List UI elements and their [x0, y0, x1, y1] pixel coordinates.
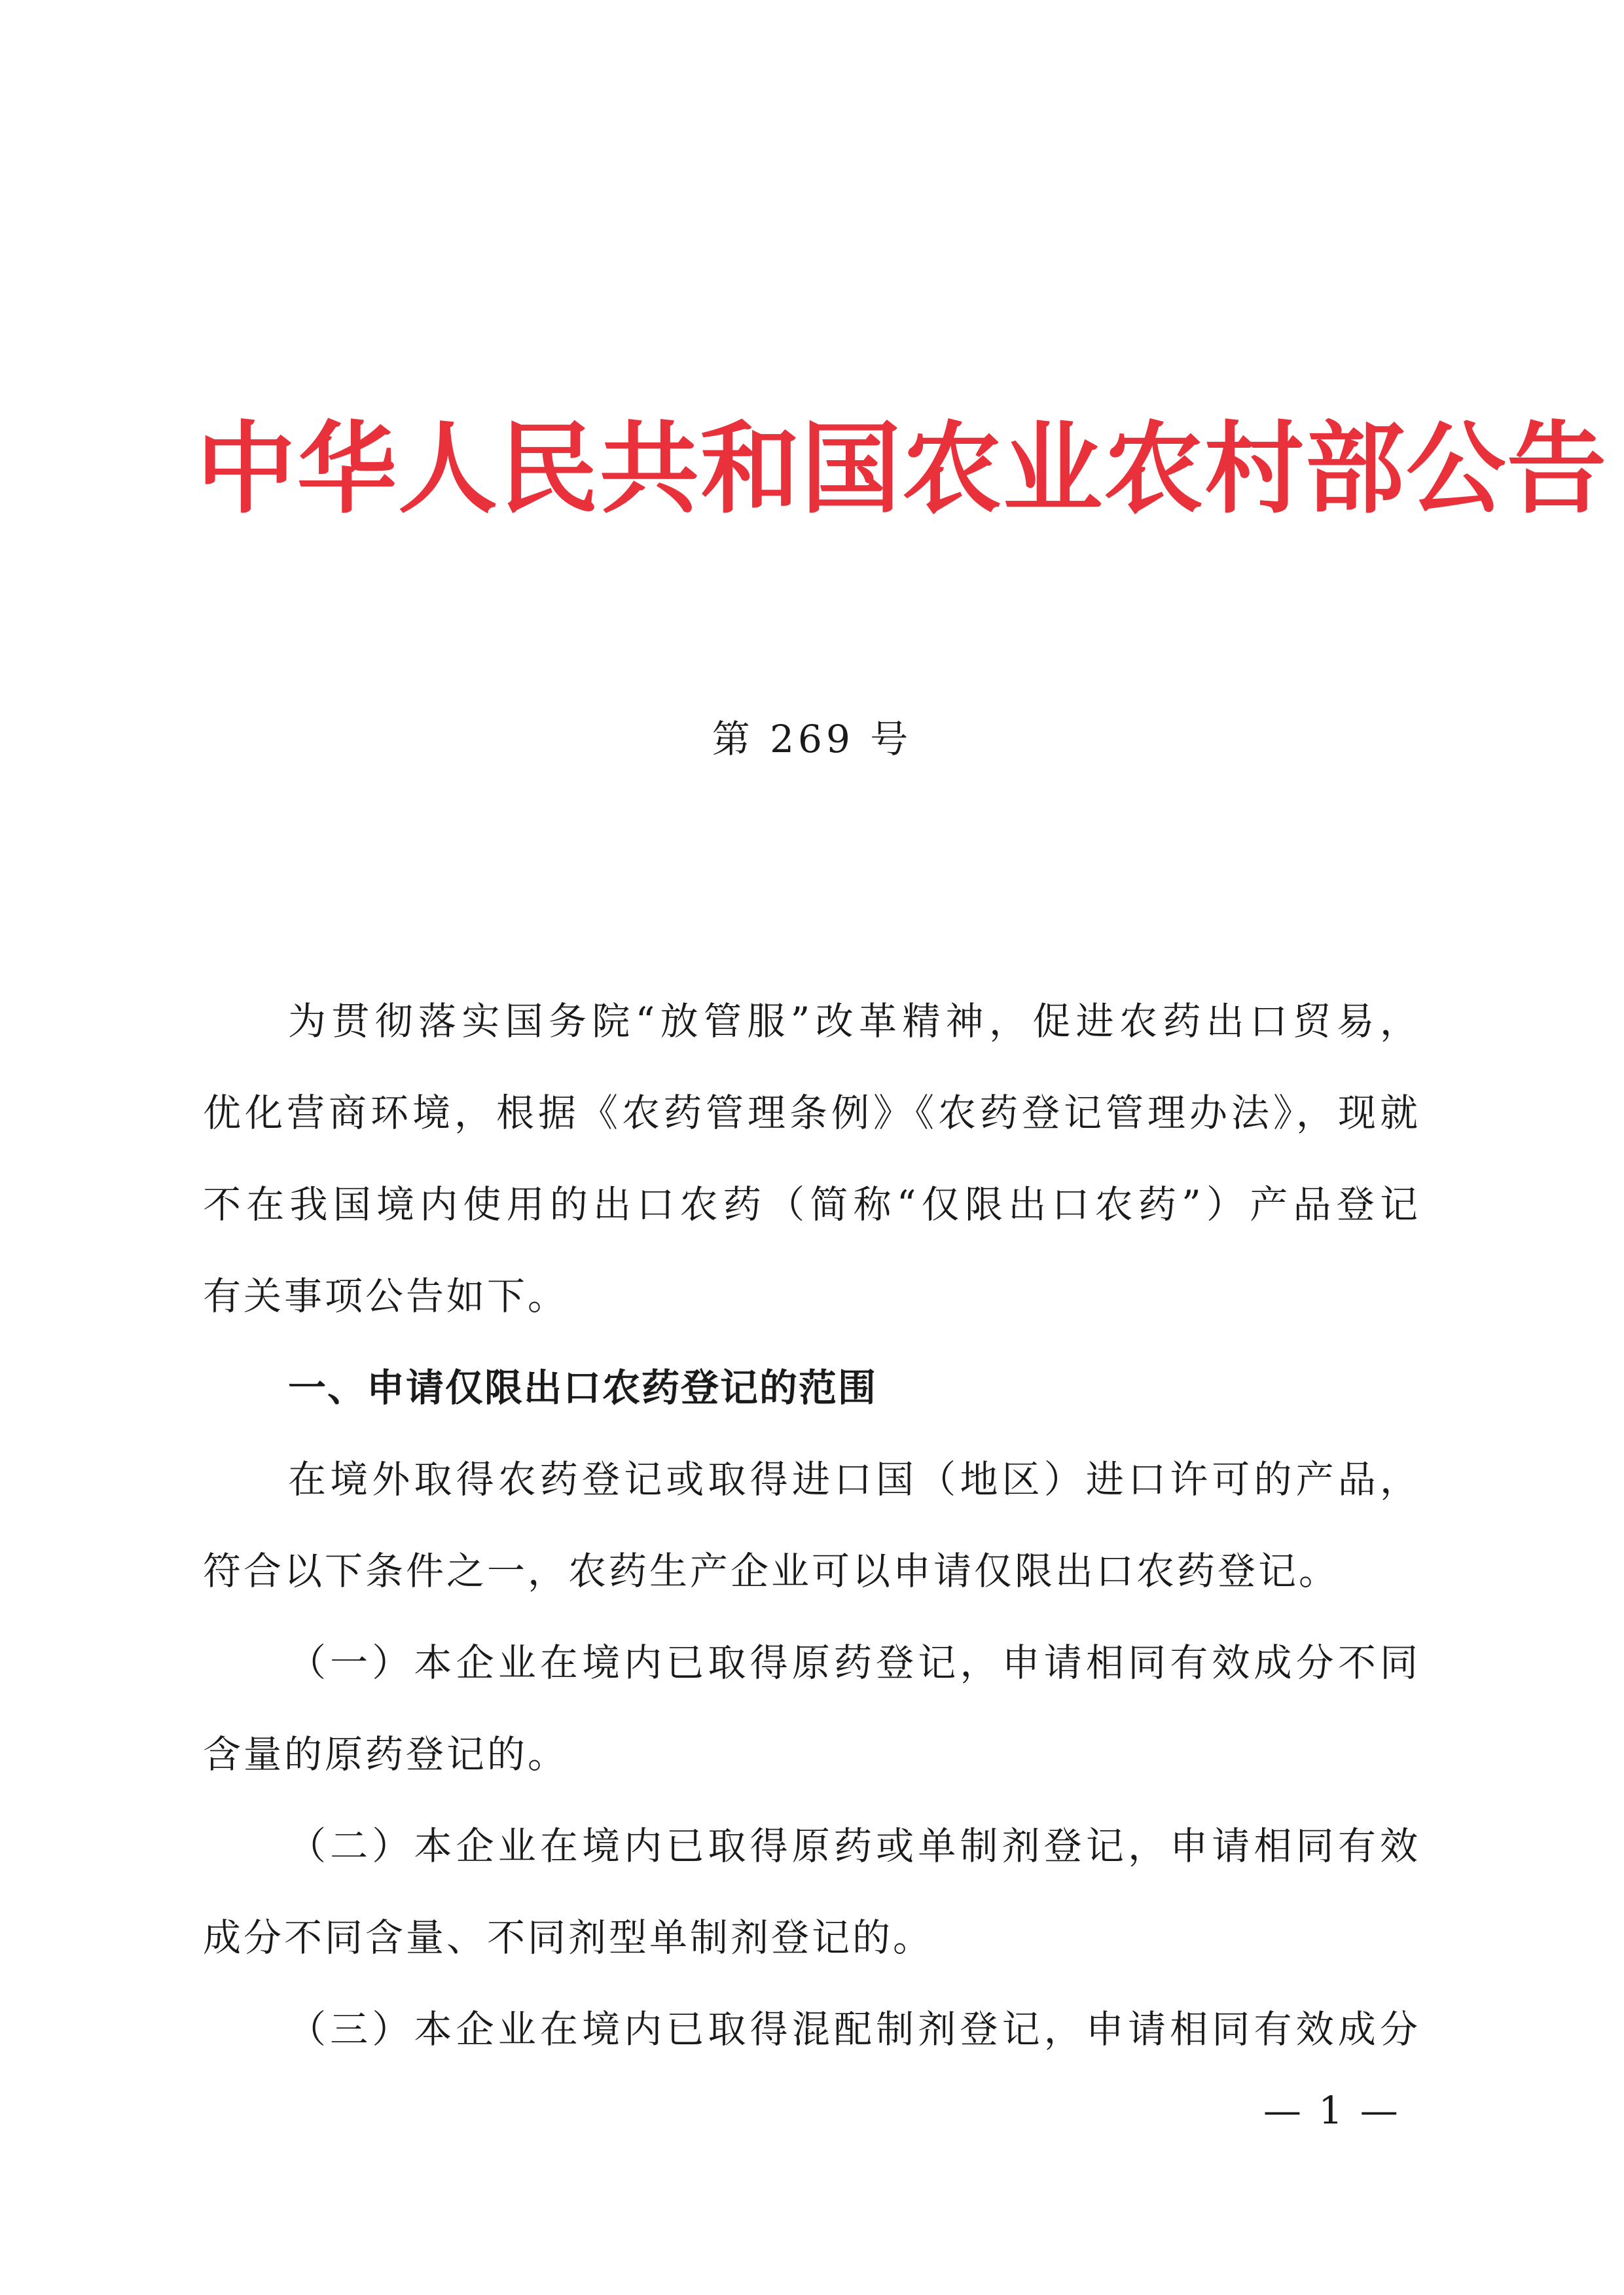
section-heading: 一、申请仅限出口农药登记的范围 [288, 1365, 878, 1410]
document-body [203, 975, 1420, 2075]
body-line: 成分不同含量、不同剂型单制剂登记的。 [203, 1915, 934, 1960]
body-line: （二）本企业在境内已取得原药或单制剂登记，申请相同有效 [288, 1824, 1420, 1868]
body-line: 有关事项公告如下。 [203, 1274, 569, 1318]
body-line: 为贯彻落实国务院“放管服”改革精神，促进农药出口贸易， [288, 999, 1420, 1043]
page-number: — 1 — [1263, 2088, 1401, 2133]
body-line: 优化营商环境，根据《农药管理条例》《农药登记管理办法》，现就 [203, 1091, 1420, 1135]
body-line: （三）本企业在境内已取得混配制剂登记，申请相同有效成分 [288, 2007, 1420, 2051]
body-line: 不在我国境内使用的出口农药（简称“仅限出口农药”）产品登记 [203, 1182, 1420, 1227]
body-line: （一）本企业在境内已取得原药登记，申请相同有效成分不同 [288, 1640, 1420, 1685]
body-line: 含量的原药登记的。 [203, 1732, 569, 1777]
body-line: 在境外取得农药登记或取得进口国（地区）进口许可的产品， [288, 1457, 1420, 1502]
document-number: 第 269 号 [712, 717, 912, 761]
body-line: 符合以下条件之一，农药生产企业可以申请仅限出口农药登记。 [203, 1549, 1340, 1593]
document-header-title: 中华人民共和国农业农村部公告 [196, 410, 1608, 527]
